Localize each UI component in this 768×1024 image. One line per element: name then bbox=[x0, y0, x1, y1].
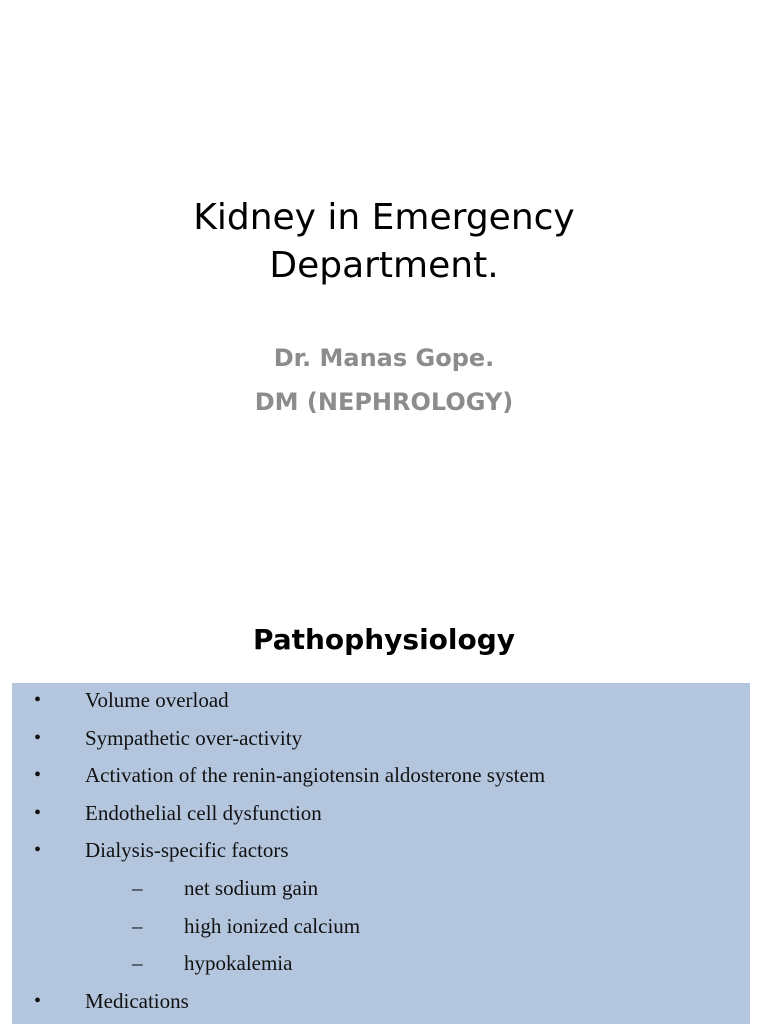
author-credentials: DM (NEPHROLOGY) bbox=[254, 388, 514, 416]
sub-list-item-text: high ionized calcium bbox=[184, 913, 361, 938]
list-item-text: Medications bbox=[85, 988, 189, 1013]
list-item bbox=[12, 760, 750, 798]
slide-title-line-2: Department. bbox=[269, 245, 499, 286]
bullet-icon: • bbox=[34, 839, 42, 862]
bullet-list-box bbox=[12, 683, 750, 1024]
list-item bbox=[12, 835, 750, 873]
bullet-icon: • bbox=[34, 726, 42, 749]
dash-icon: – bbox=[132, 875, 143, 900]
bullet-list bbox=[12, 685, 750, 1023]
list-item-text: Endothelial cell dysfunction bbox=[85, 800, 322, 825]
bullet-icon: • bbox=[34, 764, 42, 787]
list-item-text: Volume overload bbox=[85, 688, 229, 712]
list-item-text: Sympathetic over-activity bbox=[85, 725, 303, 750]
bullet-icon: • bbox=[34, 989, 42, 1012]
sub-list-item bbox=[12, 873, 750, 911]
bullet-icon: • bbox=[34, 689, 42, 711]
list-item bbox=[12, 685, 750, 723]
list-item bbox=[12, 798, 750, 836]
slide-title bbox=[0, 194, 768, 290]
list-item-text: Dialysis-specific factors bbox=[85, 838, 289, 863]
list-item-text: Activation of the renin-angiotensin aldosterone system bbox=[85, 763, 546, 788]
slide-subtitle bbox=[0, 336, 768, 424]
sub-list-item-text: net sodium gain bbox=[184, 875, 319, 900]
pathophysiology-slide bbox=[0, 576, 768, 1024]
list-item bbox=[12, 723, 750, 761]
dash-icon: – bbox=[132, 913, 143, 938]
list-item bbox=[12, 986, 750, 1024]
sub-list-item bbox=[12, 948, 750, 986]
bullet-icon: • bbox=[34, 801, 42, 824]
sub-list-item bbox=[12, 911, 750, 949]
author-name: Dr. Manas Gope. bbox=[273, 344, 495, 372]
sub-list-item-text: hypokalemia bbox=[184, 951, 293, 976]
slide-title-line-1: Kidney in Emergency bbox=[193, 197, 575, 238]
dash-icon: – bbox=[132, 951, 143, 976]
slide-heading: Pathophysiology bbox=[252, 623, 516, 656]
